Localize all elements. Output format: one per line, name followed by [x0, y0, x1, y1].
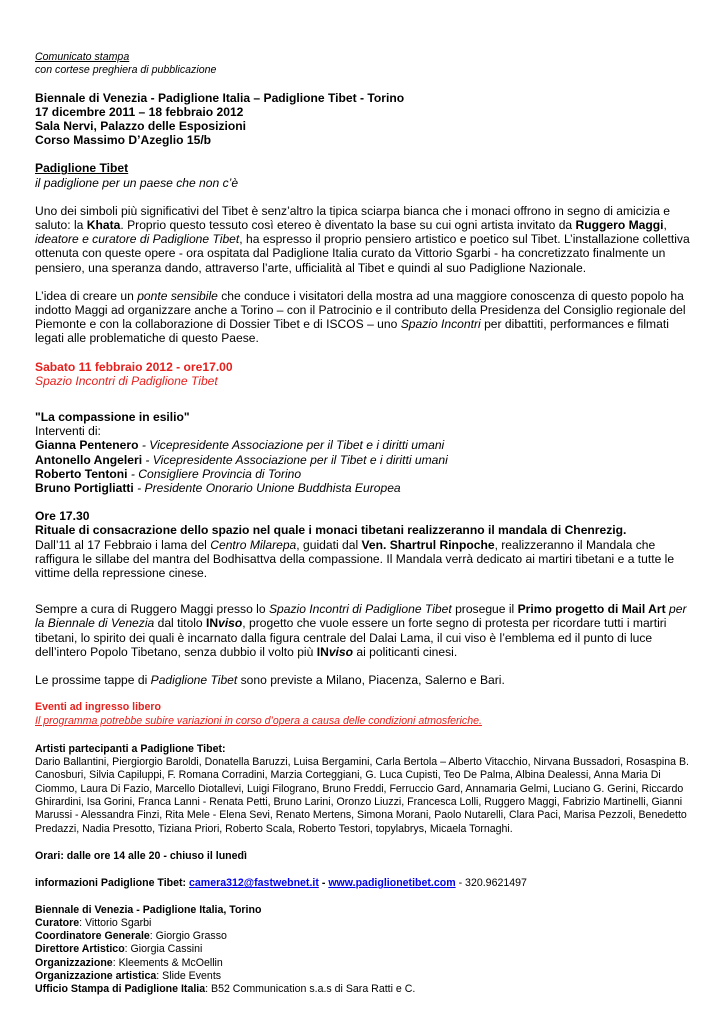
bridge-paragraph: [35, 289, 695, 346]
next-text-1: Le prossime tappe di: [35, 673, 151, 688]
event-venue: Sala Nervi, Palazzo delle Esposizioni: [35, 119, 247, 133]
speaker-name: Gianna Pentenero: [35, 438, 139, 453]
talk-title: "La compassione in esilio": [35, 410, 190, 425]
intro-text-1: Uno dei simboli più significativi del Tibet è senz’altro la tipica sciarpa bianca che i monaci offrono in segno di amicizia e saluto: la: [35, 203, 671, 233]
ritual-time: Ore 17.30: [35, 509, 90, 524]
inviso-word-a: IN: [316, 644, 329, 659]
inviso-word-b: viso: [328, 644, 354, 659]
credit-row: [35, 957, 695, 970]
next-stops: [35, 673, 695, 687]
ponte-term: ponte sensibile: [137, 288, 218, 303]
curator-name: Ruggero Maggi: [575, 218, 664, 233]
ritual-paragraph: [35, 538, 695, 581]
bridge-text-1: L’idea di creare un: [35, 288, 138, 303]
speaker-name: Roberto Tentoni: [35, 466, 128, 481]
speaker-role: - Presidente Onorario Unione Buddhista Europea: [133, 481, 401, 496]
speaker-role: - Consigliere Provincia di Torino: [127, 466, 302, 481]
credit-label: Curatore: [35, 916, 80, 929]
pavilion-tagline: il padiglione per un paese che non c’è: [35, 175, 239, 190]
info-line: [35, 877, 695, 890]
mailart-biennale: per la Biennale di Venezia: [35, 602, 687, 631]
credit-value: : Kleements & McOellin: [112, 956, 223, 969]
credits-title: Biennale di Venezia - Padiglione Italia, Torino: [35, 903, 262, 916]
speaker-role: - Vicepresidente Associazione per il Tibet e i diritti umani: [142, 452, 448, 467]
saturday-place: Spazio Incontri di Padiglione Tibet: [35, 373, 218, 388]
mailart-text-6: ai politicanti cinesi.: [353, 644, 458, 659]
speaker-role: - Vicepresidente Associazione per il Tibet e i diritti umani: [138, 438, 445, 453]
artists-title: Artisti partecipanti a Padiglione Tibet:: [35, 742, 226, 755]
mailart-project: Primo progetto di Mail Art: [517, 602, 666, 617]
mailart-text-1: Sempre a cura di Ruggero Maggi presso lo: [35, 602, 269, 617]
opening-hours: Orari: dalle ore 14 alle 20 - chiuso il lunedì: [35, 849, 247, 862]
credit-value: : Vittorio Sgarbi: [79, 916, 152, 929]
credit-row: [35, 917, 695, 930]
inviso-title-b: viso: [218, 616, 243, 631]
speaker-item: [35, 453, 695, 467]
info-phone: - 320.9621497: [455, 877, 527, 890]
pavilion-name: Padiglione Tibet: [35, 161, 129, 176]
ritual-text-3: , realizzeranno il Mandala che raffigura le sillabe del mantra del Bodhisattva della compassione. Il Mandala verrà dedicato ai martiri tibetani e a tutte le vittime della repressione cinese.: [35, 537, 675, 581]
bridge-text-3: per dibattiti, performances e filmati legati alle problematiche di questo Paese.: [35, 317, 669, 346]
press-release-page: [35, 51, 695, 997]
credit-row: [35, 930, 695, 943]
mailart-text-2: prosegue il: [451, 602, 518, 617]
spazio-term: Spazio Incontri: [400, 317, 481, 332]
credit-label: Organizzazione: [35, 956, 113, 969]
saturday-block: [35, 360, 695, 388]
doc-type-label: Comunicato stampa: [35, 51, 130, 63]
venerable-name: Ven. Shartrul Rinpoche: [361, 537, 495, 552]
inviso-title-a: IN: [206, 616, 219, 631]
talk-intro: Interventi di:: [35, 424, 101, 439]
info-sep: -: [318, 877, 329, 890]
intro-paragraph: [35, 204, 695, 275]
mailart-spazio: Spazio Incontri di Padiglione Tibet: [268, 602, 452, 617]
credit-value: : Giorgio Grasso: [149, 930, 227, 943]
mailart-paragraph: [35, 602, 695, 659]
free-entry-block: [35, 701, 695, 728]
next-text-2: sono previste a Milano, Piacenza, Salerno e Bari.: [237, 673, 505, 688]
credit-label: Ufficio Stampa di Padiglione Italia: [35, 983, 206, 996]
centro-milarepa: Centro Milarepa: [210, 537, 297, 552]
intro-text-2: . Proprio questo tessuto così etereo è diventato la base su cui ogni artista invitato da: [120, 218, 576, 233]
talk-block: [35, 410, 695, 495]
mailart-text-5: , progetto che vuole essere un forte segno di protesta per ricordare tutti i martiri tibetani, lo spirito dei quali è incarnato dalla figura centrale del Dalai Lama, il cui viso è l’emblema ed il punto di luce dell’intero Popolo Tibetano, senza dubbio il volto più: [35, 616, 667, 659]
khata-term: Khata: [86, 218, 121, 233]
credit-label: Coordinatore Generale: [35, 930, 150, 943]
info-label: informazioni Padiglione Tibet:: [35, 877, 190, 890]
pavilion-heading: [35, 161, 695, 189]
mailart-text-4: dal titolo: [154, 616, 206, 631]
bridge-text-2: che conduce i visitatori della mostra ad una maggiore conoscenza di questo popolo ha indotto Maggi ad organizzare anche a Torino – con il Patrocinio e il contributo della Presidenza del Consiglio regionale del Piemonte e con la collaborazione di Dossier Tibet e di ISCOS – uno: [35, 288, 686, 332]
website-link[interactable]: www.padiglionetibet.com: [328, 877, 456, 890]
credit-label: Direttore Artistico: [35, 943, 125, 956]
email-link[interactable]: camera312@fastwebnet.it: [189, 877, 319, 890]
free-entry-title: Eventi ad ingresso libero: [35, 701, 161, 714]
credit-label: Organizzazione artistica: [35, 970, 157, 983]
header-block: [35, 51, 695, 78]
credit-value: : Slide Events: [156, 970, 222, 983]
credits-block: [35, 904, 695, 997]
credit-row: [35, 970, 695, 983]
intro-text-4: , ha espresso il proprio pensiero artistico e poetico sul Tibet. L’installazione collettiva ottenuta con queste opere - ora ospitata dal Padiglione Italia curato da Vittorio Sgarbi - ha concretizzato finalmente un pensiero, una speranza dando, attraverso l’arte, ufficialità al Tibet e quindi al suo Padiglione Nazionale.: [35, 232, 690, 275]
credit-row: [35, 943, 695, 956]
speaker-item: [35, 438, 695, 452]
speaker-name: Bruno Portigliatti: [35, 481, 134, 496]
ritual-text-2: , guidati dal: [296, 537, 362, 552]
event-address: Corso Massimo D’Azeglio 15/b: [35, 133, 212, 148]
speaker-name: Antonello Angeleri: [35, 452, 143, 467]
ritual-text-1: Dall’11 al 17 Febbraio i lama del: [35, 537, 211, 552]
intro-text-3: ,: [663, 218, 667, 233]
speaker-item: [35, 467, 695, 481]
saturday-date: Sabato 11 febbraio 2012 - ore17.00: [35, 359, 233, 374]
curator-role: ideatore e curatore di Padiglione Tibet: [35, 232, 240, 247]
speaker-item: [35, 481, 695, 495]
credit-value: : Giorgia Cassini: [124, 943, 203, 956]
free-entry-note: Il programma potrebbe subire variazioni in corso d’opera a causa delle condizioni atmosferiche.: [35, 714, 482, 727]
artists-list: Dario Ballantini, Piergiorgio Baroldi, Donatella Baruzzi, Luisa Bergamini, Carla Bertola – Alberto Vitacchio, Nirvana Bussadori, Rosaspina B. Canosburi, Silvia Capiluppi, F. Romana Corradini, Marzia Corteggiani, G. Luca Cupisti, Teo De Palma, Albina Dealessi, Anna Maria Di Ciommo, Laura Di Fazio, Marcello Diotallevi, Luigi Filograno, Bruno Freddi, Ferruccio Gard, Annamaria Gelmi, Luciano G. Gerini, Riccardo Ghirardini, Isa Gorini, Franca Lanni - Renata Petti, Bruno Larini, Oronzo Liuzzi, Francesca Lolli, Ruggero Maggi, Fabrizio Martinelli, Gianni Marussi - Alessandra Finzi, Rita Mele - Elena Sevi, Renato Mertens, Simona Morani, Paolo Nutarelli, Clara Paci, Marisa Pezzoli, Benedetto Predazzi, Nadia Presotto, Tiziana Priori, Roberto Scala, Roberto Testori, topylabrys, Micaela Tornaghi.: [35, 756, 690, 835]
event-title: Biennale di Venezia - Padiglione Italia – Padiglione Tibet - Torino: [35, 90, 405, 105]
artists-block: [35, 743, 695, 836]
doc-type-sublabel: con cortese preghiera di pubblicazione: [35, 64, 217, 77]
ritual-block: [35, 509, 695, 580]
next-pavilion: Padiglione Tibet: [150, 673, 238, 688]
credit-value: : B52 Communication s.a.s di Sara Ratti e C.: [205, 983, 416, 996]
event-heading: [35, 91, 695, 148]
credit-row: [35, 983, 695, 996]
event-dates: 17 dicembre 2011 – 18 febbraio 2012: [35, 104, 244, 119]
ritual-title: Rituale di consacrazione dello spazio nel quale i monaci tibetani realizzeranno il mandala di Chenrezig.: [35, 523, 627, 538]
